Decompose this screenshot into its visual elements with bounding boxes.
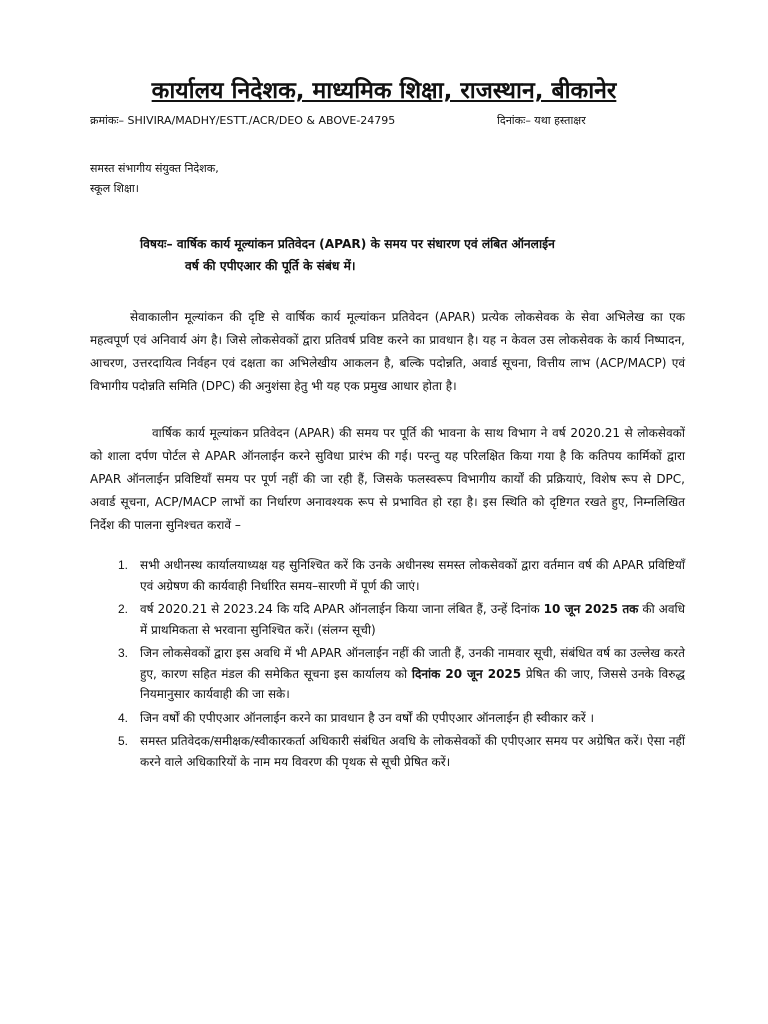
addressee-line-2: स्कूल शिक्षा।	[90, 182, 139, 195]
reference-number: क्रमांकः– SHIVIRA/MADHY/ESTT./ACR/DEO & ABOVE-24795	[90, 114, 396, 127]
instruction-list	[118, 555, 685, 775]
instruction-item-5	[118, 731, 685, 772]
item-text: सभी अधीनस्थ कार्यालयाध्यक्ष यह सुनिश्चित करें कि उनके अधीनस्थ समस्त लोकसेवकों द्वारा वर्तमान वर्ष की APAR प्रविष्टियाँ एवं अग्रेषण की कार्यवाही निर्धारित समय–सारणी में पूर्ण की जाएं।	[140, 558, 685, 593]
addressee	[90, 159, 219, 199]
item-deadline-bold: दिनांक 20 जून 2025	[411, 666, 522, 681]
item-text-before: जिन लोकसेवकों द्वारा इस अवधि में भी APAR ऑनलाईन नहीं की जाती हैं, उनकी नामवार सूची, संबंधित वर्ष का उल्लेख करते हुए, कारण सहित मंडल की समेकित सूचना इस कार्यालय को	[140, 646, 685, 681]
item-text-before: वर्ष 2020.21 से 2023.24 कि यदि APAR ऑनलाईन किया जाना लंबित हैं, उन्हें दिनांक	[140, 602, 544, 616]
date-line: दिनांकः– यथा हस्ताक्षर	[497, 114, 586, 127]
subject-line-2: वर्ष की एपीएआर की पूर्ति के संबंध में।	[185, 259, 356, 273]
item-number: 1.	[118, 558, 129, 572]
addressee-line-1: समस्त संभागीय संयुक्त निदेशक,	[90, 162, 219, 175]
item-text: जिन वर्षों की एपीएआर ऑनलाईन करने का प्रावधान है उन वर्षों की एपीएआर ऑनलाईन ही स्वीकार करें ।	[140, 710, 595, 725]
item-deadline-bold: 10 जून 2025 तक	[543, 602, 639, 616]
office-title: कार्यालय निदेशक, माध्यमिक शिक्षा, राजस्थान, बीकानेर	[151, 78, 617, 104]
body-paragraph-2: वार्षिक कार्य मूल्यांकन प्रतिवेदन (APAR) की समय पर पूर्ति की भावना के साथ विभाग ने वर्ष 2020.21 से लोकसेवकों को शाला दर्पण पोर्टल से APAR ऑनलाईन करने सुविधा प्रारंभ की गई। परन्तु यह परिलक्षित किया गया है कि कतिपय कार्मिकों द्वारा APAR ऑनलाईन प्रविष्टियाँ समय पर पूर्ण नहीं की जा रही हैं, जिसके फलस्वरूप विभागीय कार्यों की प्रक्रियाएं, विशेष रूप से DPC, अवार्ड सूचना, ACP/MACP लाभों का निर्धारण अनावश्यक रूप से प्रभावित हो रहा है। इस स्थिति को दृष्टिगत रखते हुए, निम्नलिखित निर्देश की पालना सुनिश्चत करावें –	[90, 426, 685, 532]
item-number: 2.	[118, 602, 129, 616]
subject	[140, 233, 680, 277]
item-text: समस्त प्रतिवेदक/समीक्षक/स्वीकारकर्ता अधिकारी संबंधित अवधि के लोकसेवकों की एपीएआर समय पर अग्रेषित करें। ऐसा नहीं करने वाले अधिकारियों के नाम मय विवरण की पृथक से सूची प्रेषित करें।	[140, 734, 685, 769]
instruction-item-4	[118, 708, 685, 729]
instruction-item-1	[118, 555, 685, 596]
subject-line-1: विषयः– वार्षिक कार्य मूल्यांकन प्रतिवेदन (APAR) के समय पर संधारण एवं लंबित ऑनलाईन	[140, 237, 555, 251]
item-text-after: की अवधि में प्राथमिकता से भरवाना सुनिश्चित करें। (संलग्न सूची)	[140, 602, 686, 637]
instruction-item-2	[118, 599, 685, 640]
body-paragraph-1: सेवाकालीन मूल्यांकन की दृष्टि से वार्षिक कार्य मूल्यांकन प्रतिवेदन (APAR) प्रत्येक लोकसेवक के सेवा अभिलेख का एक महत्वपूर्ण एवं अनिवार्य अंग है। जिसे लोकसेवकों द्वारा प्रतिवर्ष प्रविष्ट करने का प्रावधान है। यह न केवल उस लोकसेवक के कार्य निष्पादन, आचरण, उत्तरदायित्व निर्वहन एवं दक्षता का अभिलेखीय आकलन है, बल्कि पदोन्नति, अवार्ड सूचना, वित्तीय लाभ (ACP/MACP) एवं विभागीय पदोन्नति समिति (DPC) की अनुशंसा हेतु भी यह एक प्रमुख आधार होता है।	[90, 310, 685, 393]
instruction-item-3	[118, 643, 685, 705]
item-number: 5.	[118, 734, 129, 748]
item-number: 4.	[118, 710, 129, 725]
item-text-after: प्रेषित की जाए, जिससे उनके विरुद्ध नियमानुसार कार्यवाही की जा सके।	[140, 666, 685, 701]
item-number: 3.	[118, 646, 129, 660]
